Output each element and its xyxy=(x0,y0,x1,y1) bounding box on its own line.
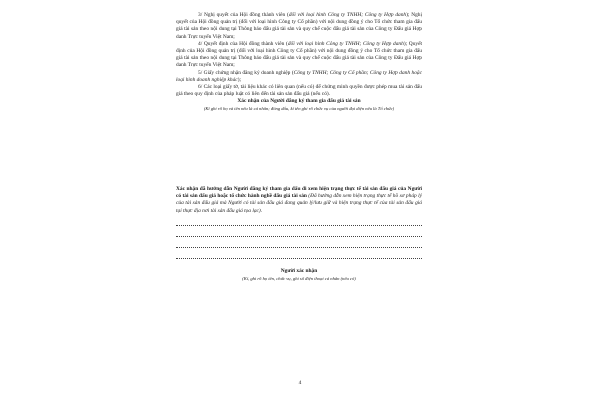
dotted-line xyxy=(176,229,422,238)
dotted-line xyxy=(176,251,422,260)
viewing-confirmation-text: Xác nhận đã hướng dẫn Người đăng ký tham gia đấu đi xem hiện trạng thực tế tài sản đấu giá của Người có tài sản đấu giá hoặc tổ chức hành nghề đấu giá tài sản (Đã hướng dẫn xem hiện trạng thực tế hồ sơ pháp lý của tài sản đấu giá mà Người có tài sản đấu giá đang quản lý/lưu giữ và hiện trạng thực tế của tài sản đấu giá tại thực địa nơi tài sản đấu giá tọa lạc). xyxy=(176,186,422,214)
registrant-confirmation-heading: Xác nhận của Người đăng ký tham gia đấu giá tài sản xyxy=(237,98,361,105)
dotted-lines xyxy=(176,218,422,260)
registrant-confirmation-note: (Kí ghi rõ họ và tên nếu là cá nhân; đóng dấu, kí tên ghi rõ chức vụ của người đại diện nếu là Tổ chức) xyxy=(203,105,395,111)
attachments-list xyxy=(176,12,422,112)
page-number: 4 xyxy=(298,380,302,386)
attachment-item-5: 5/ Giấy chứng nhận đăng ký doanh nghiệp (Công ty TNHH; Công ty Cổ phần; Công ty Hợp danh hoặc loại hình doanh nghiệp khác); xyxy=(176,69,422,83)
attachment-item-3: 3/ Nghị quyết của Hội đồng thành viên (đối với loại hình Công ty TNHH; Công ty Hợp danh); Nghị quyết của Hội đồng quản trị (đối với loại hình Công ty Cổ phần) với nội dung đồng ý cho Tổ chức tham gia đấu giá tài sản theo nội dung tại Thông báo đấu giá tài sản và quy chế cuộc đấu giá tài sản của Công ty Đấu giá Hợp danh Trực tuyến Việt Nam; xyxy=(176,12,422,40)
attachment-item-4: 4/ Quyết định của Hội đồng thành viên (đối với loại hình Công ty TNHH; Công ty Hợp danh); Quyết định của Hội đồng quản trị (đối với loại hình Công ty Cổ phần) với nội dung đồng ý cho Tổ chức tham gia đấu giá tài sản theo nội dung tại Thông báo đấu giá tài sản và quy chế cuộc đấu giá tài sản của Công ty Đấu giá Hợp danh Trực tuyến Việt Nam; xyxy=(176,40,422,69)
attachment-item-6: 6/ Các loại giấy tờ, tài liệu khác có liên quan (nếu có) để chứng minh quyền được phép mua tài sản đấu giá theo quy định của pháp luật có liên đến tài sản sản đấu giá (nếu có). xyxy=(176,84,422,98)
dotted-line xyxy=(176,240,422,249)
signer-heading: Người xác nhận xyxy=(280,268,318,275)
viewing-confirmation-section xyxy=(176,186,422,282)
signer-note: (Kí, ghi rõ họ tên, chức vụ, ghi số điện thoại cá nhân (nếu có) xyxy=(242,275,356,281)
dotted-line xyxy=(176,218,422,227)
